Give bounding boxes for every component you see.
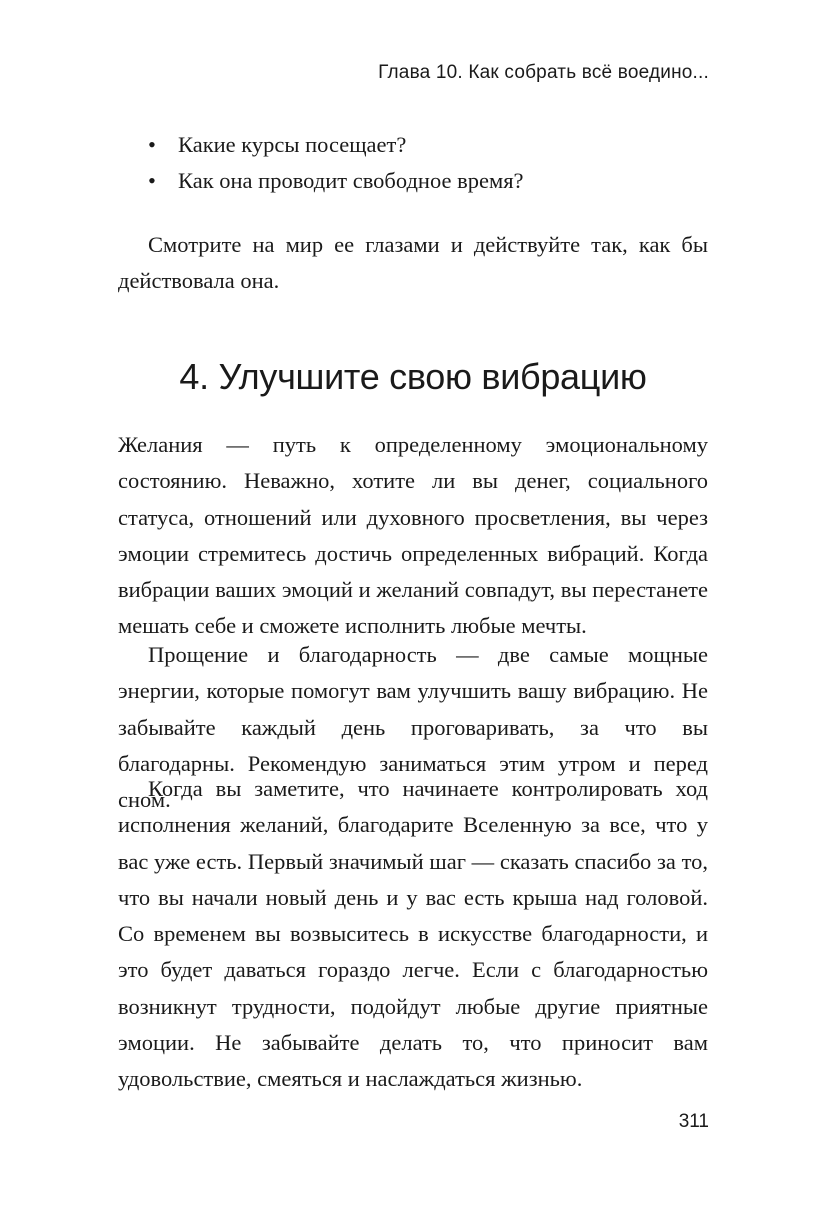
intro-paragraph: Смотрите на мир ее глазами и действуйте так, как бы действовала она. [118,232,708,294]
list-item [148,127,718,163]
body-paragraph: Желания — путь к определенному эмоциональному состоянию. Неважно, хотите ли вы денег, социального статуса, отношений или духовного просветления, вы через эмоции стремитесь достичь определенных вибраций. Когда вибрации ваших эмоций и желаний совпадут, вы перестанете мешать себе и сможете исполнить любые мечты. [118,432,708,639]
list-item [148,163,718,199]
bullet-icon: • [148,132,156,157]
running-head: Глава 10. Как собрать всё воедино... [378,62,709,83]
body-paragraph: Прощение и благодарность — две самые мощные энергии, которые помогут вам улучшить вашу вибрацию. Не забывайте каждый день проговаривать, за что вы благодарны. Рекомендую заниматься этим утром и перед сном. [118,642,708,813]
body-paragraph: Когда вы заметите, что начинаете контролировать ход исполнения желаний, благодарите Вселенную за все, что у вас уже есть. Первый значимый шаг — сказать спасибо за то, что вы начали новый день и у вас есть крыша над головой. Со временем вы возвыситесь в искусстве благодарности, и это будет даваться гораздо легче. Если с благодарностью возникнут трудности, подойдут любые другие приятные эмоции. Не забывайте делать то, что приносит вам удовольствие, смеяться и наслаждаться жизнью. [118,776,708,1092]
page-number: 311 [678,1111,709,1132]
section-heading: 4. Улучшите свою вибрацию [179,356,647,397]
list-item-text: Какие курсы посещает? [178,132,407,157]
list-item-text: Как она проводит свободное время? [178,168,524,193]
bullet-list [148,127,718,199]
bullet-icon: • [148,168,156,193]
